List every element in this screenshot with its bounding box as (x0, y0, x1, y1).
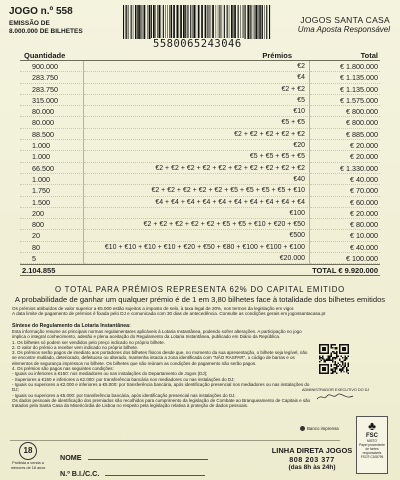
table-row (20, 174, 380, 185)
row-quantity: 20 (20, 230, 84, 241)
row-prizes: €4 + €4 + €4 + €4 + €4 + €4 + €4 + €4 + €4 + €4 (84, 197, 310, 208)
barcode-block (121, 5, 271, 53)
table-row (20, 151, 380, 162)
table-row (20, 219, 380, 230)
row-total: € 885.000 (310, 129, 380, 140)
table-row (20, 72, 380, 83)
row-quantity: 80.000 (20, 106, 84, 117)
table-row (20, 197, 380, 208)
footer-quantity: 2.104.855 (22, 266, 56, 276)
signature-icon (315, 393, 355, 401)
row-prizes: €2 + €2 + €2 + €2 + €2 + €2 + €2 + €2 + €2 + €2 (84, 163, 310, 174)
table-row (20, 129, 380, 140)
prize-table-header (20, 50, 380, 61)
barcode-image (121, 5, 271, 39)
prize-table-footer (20, 264, 380, 276)
game-number-label: JOGO n.º (9, 6, 54, 17)
footer-total-label: TOTAL (312, 266, 337, 276)
regulation-paragraph: 3. Os prémios serão pagos de imediato aos portadores dos bilhetes físicos desde que, no momento da sua apresentação, o bilhete seja legível, não se encontre mutilado, deteriorado, defeituoso ou alterado, mantenha intacta a zona identificada com "NÃO RASPAR", o código de barras e os elementos de segurança impressos no bilhete. Os bilhetes que não reúnam as condições de pagamento não serão pagos. (12, 350, 308, 366)
signature-label: ADMINISTRADOR EXECUTIVO DO DJ (302, 388, 370, 392)
row-total: € 1.575.000 (310, 95, 380, 106)
row-total: € 800.000 (310, 117, 380, 128)
row-total: € 1.135.000 (310, 84, 380, 95)
row-prizes: €100 (84, 208, 310, 219)
regulation-paragraph: - Superiores a €150 e inferiores a €2.000: por transferência bancária nos mediadores ou nas instalações do DJ; (12, 376, 235, 382)
table-row (20, 140, 380, 151)
ticket-header (6, 4, 394, 50)
emission-info (9, 20, 83, 36)
row-total: € 1.330.000 (310, 163, 380, 174)
row-total: € 70.000 (310, 185, 380, 196)
row-quantity: 900.000 (20, 61, 84, 72)
row-prizes: €2 (84, 61, 310, 72)
table-row (20, 106, 380, 117)
table-row (20, 242, 380, 253)
row-total: € 80.000 (310, 219, 380, 230)
row-prizes: €500 (84, 230, 310, 241)
holder-form (60, 446, 208, 478)
tree-icon: ♣ (368, 419, 376, 433)
table-row (20, 61, 380, 72)
row-total: € 40.000 (310, 242, 380, 253)
brand-name: JOGOS SANTA CASA (300, 15, 390, 25)
row-prizes: €2 + €2 + €2 + €2 + €2 + €5 + €5 + €10 + €20 + €50 (84, 219, 310, 230)
row-prizes: €10 (84, 106, 310, 117)
row-quantity: 80.000 (20, 117, 84, 128)
emission-line-2: 8.000.000 DE BILHETES (9, 28, 83, 35)
brand-tagline: Uma Aposta Responsável (297, 25, 390, 34)
row-quantity: 5 (20, 253, 84, 264)
footer-divider (10, 440, 340, 441)
fsc-name: FSC (366, 433, 378, 439)
age-restriction (8, 442, 48, 470)
bank-logo-icon (300, 426, 305, 431)
row-prizes: €4 (84, 72, 310, 83)
row-quantity: 1.750 (20, 185, 84, 196)
age-18-icon: 18 (19, 442, 37, 460)
fsc-badge (356, 416, 388, 474)
header-quantity: Quantidade (24, 51, 66, 60)
table-row (20, 230, 380, 241)
row-quantity: 88.500 (20, 129, 84, 140)
row-prizes: €2 + €2 + €2 + €2 + €2 + €5 + €5 + €5 + €5 + €10 (84, 185, 310, 196)
row-total: € 40.000 (310, 174, 380, 185)
row-prizes: €5 + €5 + €5 + €5 (84, 151, 310, 162)
regulation-title: Síntese do Regulamento da Lotaria Instantânea: (12, 323, 131, 329)
row-quantity: 200 (20, 208, 84, 219)
regulation-paragraph: - Iguais ou superiores a €2.000 e inferiores a €5.000: por transferência bancária, após identificação presencial nos mediadores ou nas instalações do DJ; (12, 381, 310, 393)
game-number-value: 558 (56, 6, 73, 17)
row-prizes: €40 (84, 174, 310, 185)
id-field[interactable] (60, 462, 208, 478)
prize-table (20, 50, 380, 276)
footer-total (310, 265, 380, 275)
regulation-paragraph: 4. Os prémios são pagos nas seguintes condições: (12, 366, 114, 372)
table-row (20, 253, 380, 264)
emission-line-1: EMISSÃO DE (9, 20, 50, 27)
direct-line (262, 446, 362, 471)
table-row (20, 163, 380, 174)
row-total: € 10.000 (310, 230, 380, 241)
row-quantity: 800 (20, 219, 84, 230)
regulation-paragraph: 2. O valor do prémio a receber vem indicado no próprio bilhete. (12, 344, 139, 350)
direct-line-title: LINHA DIRETA JOGOS (271, 446, 353, 455)
table-row (20, 185, 380, 196)
row-total: € 20.000 (310, 151, 380, 162)
row-quantity: 80 (20, 242, 84, 253)
row-prizes: €20.000 (84, 253, 310, 264)
header-prizes: Prémios (262, 51, 292, 60)
row-total: € 60.000 (310, 197, 380, 208)
row-prizes: €5 + €5 (84, 117, 310, 128)
fsc-sub-2: Papel proveniente de fontes responsáveis (359, 443, 385, 455)
table-row (20, 208, 380, 219)
deadline-note: A data limite de pagamento de prémios é fixada pelo DJ e comunicada com 30 dias de antecedência. Consulte as condições gerais em jogossantacasa.pt (12, 311, 326, 316)
fsc-sub-1: MISTO (366, 439, 378, 443)
row-prizes: €10 + €10 + €10 + €10 + €20 + €50 + €80 + €100 + €100 + €100 (84, 242, 310, 253)
header-total: Total (360, 51, 378, 60)
row-total: € 20.000 (310, 140, 380, 151)
prize-table-body (20, 61, 380, 264)
payout-banner: O TOTAL PARA PRÉMIOS REPRESENTA 62% DO CAPITAL EMITIDO (54, 285, 345, 294)
row-prizes: €2 + €2 (84, 84, 310, 95)
qr-code-icon (319, 344, 349, 374)
tax-note: Os prémios atribuídos de valor superior a €5.000 estão sujeitos a imposto de selo, à taxa legal de 20%, nos termos da legislação em vigor. (12, 306, 295, 311)
row-total: € 1.135.000 (310, 72, 380, 83)
row-prizes: €20 (84, 140, 310, 151)
row-quantity: 1.000 (20, 174, 84, 185)
id-line[interactable] (105, 475, 205, 476)
row-total: € 100.000 (310, 253, 380, 264)
row-quantity: 1.500 (20, 197, 84, 208)
regulation-paragraph: Os dados pessoais de identificação dos premiados são recolhidos para cumprimento da legislação de Combate ao Branqueamento de Capitais e são tratados pela Santa Casa da Misericórdia de Lisboa no respeito pela legislação relativa à proteção de dados pessoais. (12, 397, 311, 409)
barcode-number: 5580065243046 (153, 38, 242, 50)
name-label: NOME (60, 453, 82, 462)
bank-mark (300, 426, 339, 431)
regulation-paragraph: - Iguais ou superiores a €5.000: por transferência bancária, após identificação presencial nas instalações do DJ. (12, 392, 236, 398)
regulation-paragraph: Esta informação resume as principais normas regulamentares aplicáveis à Lotaria Instantânea, podendo sofrer alterações. A participação no jogo implica o integral conhecimento, adesão e plena aceitação do Regulamento da Lotaria Instantânea, publicado em Diário da República. (12, 329, 302, 340)
table-row (20, 117, 380, 128)
regulation-paragraph: 1. Os bilhetes só podem ser vendidos pelo preço indicado no próprio bilhete. (12, 339, 165, 345)
row-quantity: 1.000 (20, 140, 84, 151)
row-total: € 20.000 (310, 208, 380, 219)
footer-total-value: € 9.920.000 (338, 266, 378, 276)
age-restriction-text: Proibida a venda a menores de 18 anos (10, 461, 46, 470)
row-quantity: 1.000 (20, 151, 84, 162)
id-label: N.º B.I./C.C. (60, 469, 100, 478)
row-quantity: 66.500 (20, 163, 84, 174)
game-number (9, 6, 73, 17)
bank-label: Banco imprensa (307, 426, 339, 431)
row-total: € 1.800.000 (310, 61, 380, 72)
name-line[interactable] (88, 459, 208, 460)
probability-text: A probabilidade de ganhar um qualquer prémio é de 1 em 3,80 bilhetes face à totalidade dos bilhetes emitidos (14, 295, 386, 304)
regulation-text (12, 329, 312, 408)
direct-line-number: 808 203 377 (289, 455, 335, 464)
row-quantity: 283.750 (20, 72, 84, 83)
direct-line-hours: (das 8h às 24h) (288, 464, 336, 471)
brand (298, 15, 390, 34)
table-row (20, 84, 380, 95)
row-quantity: 283.750 (20, 84, 84, 95)
row-prizes: €5 (84, 95, 310, 106)
table-row (20, 95, 380, 106)
name-field[interactable] (60, 446, 208, 462)
row-quantity: 315.000 (20, 95, 84, 106)
regulation-paragraph: - Iguais ou inferiores a €150: nos mediadores ou nas instalações do Departamento de Jogos (DJ); (12, 371, 208, 377)
row-total: € 800.000 (310, 106, 380, 117)
fsc-code: FSC® C108795 (360, 455, 384, 459)
row-prizes: €2 + €2 + €2 + €2 + €2 (84, 129, 310, 140)
